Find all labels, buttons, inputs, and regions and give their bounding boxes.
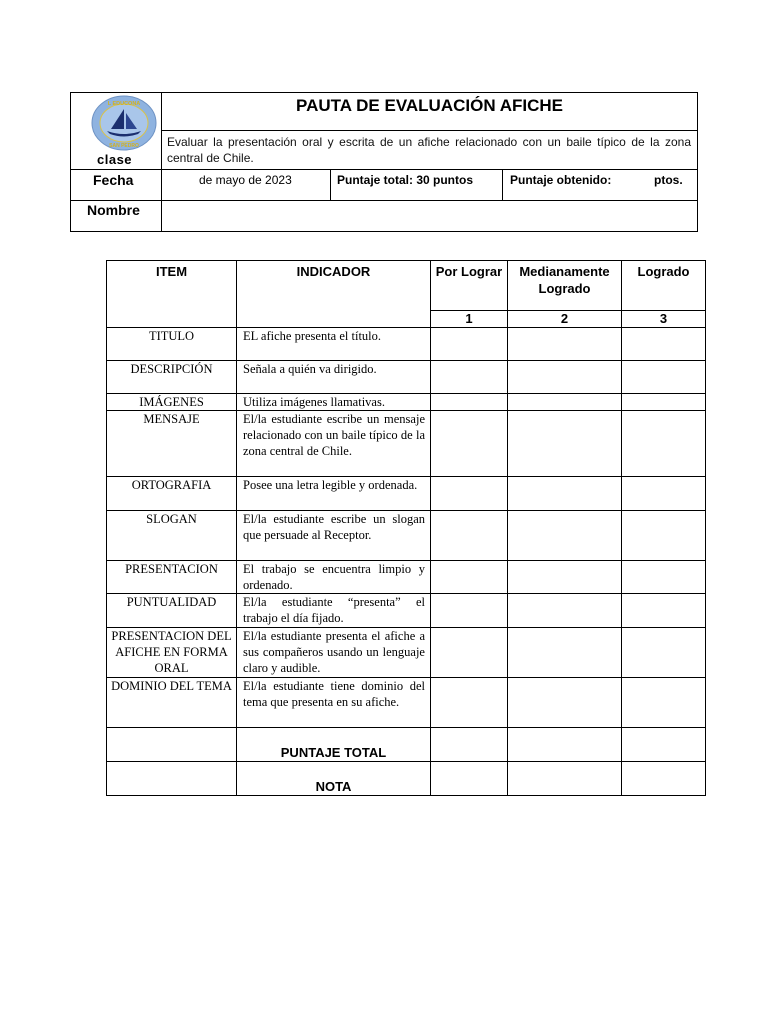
indicador-text: EL afiche presenta el título.	[243, 329, 382, 343]
header-por-lograr: Por Lograr	[431, 261, 508, 311]
table-row	[107, 678, 706, 728]
score-cell-por-lograr[interactable]	[431, 678, 508, 728]
nota-row	[107, 762, 706, 796]
score-cell-medianamente[interactable]	[508, 328, 622, 361]
item-label: PRESENTACION DEL AFICHE EN FORMA ORAL	[111, 629, 232, 675]
indicador-text: El/la estudiante presenta el afiche a sus compañeros usando un lenguaje claro y audible.	[243, 629, 425, 675]
score-cell-por-lograr[interactable]	[431, 511, 508, 561]
empty-cell	[107, 762, 237, 796]
class-label: clase	[97, 152, 133, 167]
total-cell[interactable]	[431, 728, 508, 762]
score-cell-medianamente[interactable]	[508, 411, 622, 477]
fecha-value[interactable]: de mayo de 2023	[199, 173, 292, 187]
score-cell-logrado[interactable]	[622, 477, 706, 511]
table-row	[107, 394, 706, 411]
header-item: ITEM	[107, 261, 237, 328]
item-label: ORTOGRAFIA	[131, 478, 212, 492]
item-cell	[107, 411, 237, 477]
item-label: MENSAJE	[143, 412, 200, 426]
table-row	[107, 594, 706, 628]
indicador-text: El/la estudiante escribe un mensaje relacionado con un baile típico de la zona central de Chile.	[243, 412, 425, 458]
school-logo	[91, 95, 157, 151]
item-cell	[107, 477, 237, 511]
indicador-text: Señala a quién va dirigido.	[243, 362, 377, 376]
indicador-cell	[237, 328, 431, 361]
puntaje-total: Puntaje total: 30 puntos	[337, 173, 474, 187]
item-label: SLOGAN	[146, 512, 197, 526]
item-cell	[107, 628, 237, 678]
puntaje-total-row	[107, 728, 706, 762]
puntaje-total-row-label: PUNTAJE TOTAL	[237, 728, 431, 762]
indicador-cell	[237, 561, 431, 594]
total-cell[interactable]	[431, 762, 508, 796]
item-cell	[107, 561, 237, 594]
indicador-cell	[237, 361, 431, 394]
score-cell-logrado[interactable]	[622, 511, 706, 561]
table-row	[107, 477, 706, 511]
score-cell-logrado[interactable]	[622, 411, 706, 477]
table-row	[107, 411, 706, 477]
score-cell-medianamente[interactable]	[508, 628, 622, 678]
score-cell-logrado[interactable]	[622, 594, 706, 628]
score-cell-por-lograr[interactable]	[431, 411, 508, 477]
objective-description: Evaluar la presentación oral y escrita de un afiche relacionado con un baile típico de la zona central de Chile.	[167, 135, 691, 165]
indicador-cell	[237, 411, 431, 477]
header-logrado: Logrado	[622, 261, 706, 311]
score-cell-por-lograr[interactable]	[431, 477, 508, 511]
ptos-label: ptos.	[654, 173, 683, 187]
score-cell-medianamente[interactable]	[508, 477, 622, 511]
table-row	[107, 628, 706, 678]
total-cell[interactable]	[622, 762, 706, 796]
item-cell	[107, 678, 237, 728]
score-cell-medianamente[interactable]	[508, 511, 622, 561]
item-label: PUNTUALIDAD	[126, 595, 217, 609]
table-row	[107, 511, 706, 561]
score-2: 2	[508, 311, 622, 328]
score-cell-por-lograr[interactable]	[431, 361, 508, 394]
table-row	[107, 561, 706, 594]
score-cell-por-lograr[interactable]	[431, 628, 508, 678]
nombre-field[interactable]	[163, 202, 695, 229]
score-1: 1	[431, 311, 508, 328]
score-cell-por-lograr[interactable]	[431, 394, 508, 411]
indicador-cell	[237, 628, 431, 678]
nota-row-label: NOTA	[237, 762, 431, 796]
indicador-text: El trabajo se encuentra limpio y ordenado.	[243, 562, 425, 592]
indicador-cell	[237, 477, 431, 511]
table-row	[107, 361, 706, 394]
total-cell[interactable]	[508, 728, 622, 762]
score-cell-logrado[interactable]	[622, 361, 706, 394]
header-medianamente: Medianamente Logrado	[508, 261, 622, 311]
score-cell-logrado[interactable]	[622, 394, 706, 411]
empty-cell	[107, 728, 237, 762]
indicador-cell	[237, 594, 431, 628]
score-cell-medianamente[interactable]	[508, 594, 622, 628]
nombre-label: Nombre	[87, 202, 140, 218]
item-label: PRESENTACION	[125, 562, 218, 576]
indicador-text: Utiliza imágenes llamativas.	[243, 395, 385, 409]
item-label: TITULO	[148, 329, 195, 343]
score-3: 3	[622, 311, 706, 328]
score-cell-por-lograr[interactable]	[431, 594, 508, 628]
item-cell	[107, 394, 237, 411]
score-cell-medianamente[interactable]	[508, 394, 622, 411]
score-cell-logrado[interactable]	[622, 678, 706, 728]
item-cell	[107, 511, 237, 561]
indicador-text: El/la estudiante tiene dominio del tema que presenta en su afiche.	[243, 679, 425, 709]
item-label: DESCRIPCIÓN	[130, 362, 213, 376]
item-label: IMÁGENES	[139, 395, 204, 409]
fecha-label: Fecha	[93, 172, 134, 188]
score-cell-por-lograr[interactable]	[431, 561, 508, 594]
score-cell-logrado[interactable]	[622, 328, 706, 361]
total-cell[interactable]	[508, 762, 622, 796]
score-cell-medianamente[interactable]	[508, 678, 622, 728]
total-cell[interactable]	[622, 728, 706, 762]
indicador-text: El/la estudiante “presenta” el trabajo el día fijado.	[243, 595, 425, 625]
header-indicador: INDICADOR	[237, 261, 431, 328]
item-cell	[107, 594, 237, 628]
indicador-cell	[237, 394, 431, 411]
item-cell	[107, 328, 237, 361]
score-cell-logrado[interactable]	[622, 628, 706, 678]
logo-text-top: L EDUCONA	[107, 101, 141, 107]
item-label: DOMINIO DEL TEMA	[111, 679, 232, 693]
table-row	[107, 328, 706, 361]
item-cell	[107, 361, 237, 394]
score-cell-medianamente[interactable]	[508, 361, 622, 394]
rubric-table	[106, 260, 706, 796]
score-cell-por-lograr[interactable]	[431, 328, 508, 361]
score-cell-medianamente[interactable]	[508, 561, 622, 594]
indicador-text: Posee una letra legible y ordenada.	[243, 478, 418, 492]
indicador-cell	[237, 511, 431, 561]
indicador-cell	[237, 678, 431, 728]
logo-text-bottom: SAN PEDRO	[109, 143, 139, 149]
puntaje-obtenido-label: Puntaje obtenido:	[510, 173, 612, 187]
table-header-row	[107, 261, 706, 311]
page-title: PAUTA DE EVALUACIÓN AFICHE	[296, 96, 563, 115]
indicador-text: El/la estudiante escribe un slogan que persuade al Receptor.	[243, 512, 425, 542]
score-cell-logrado[interactable]	[622, 561, 706, 594]
